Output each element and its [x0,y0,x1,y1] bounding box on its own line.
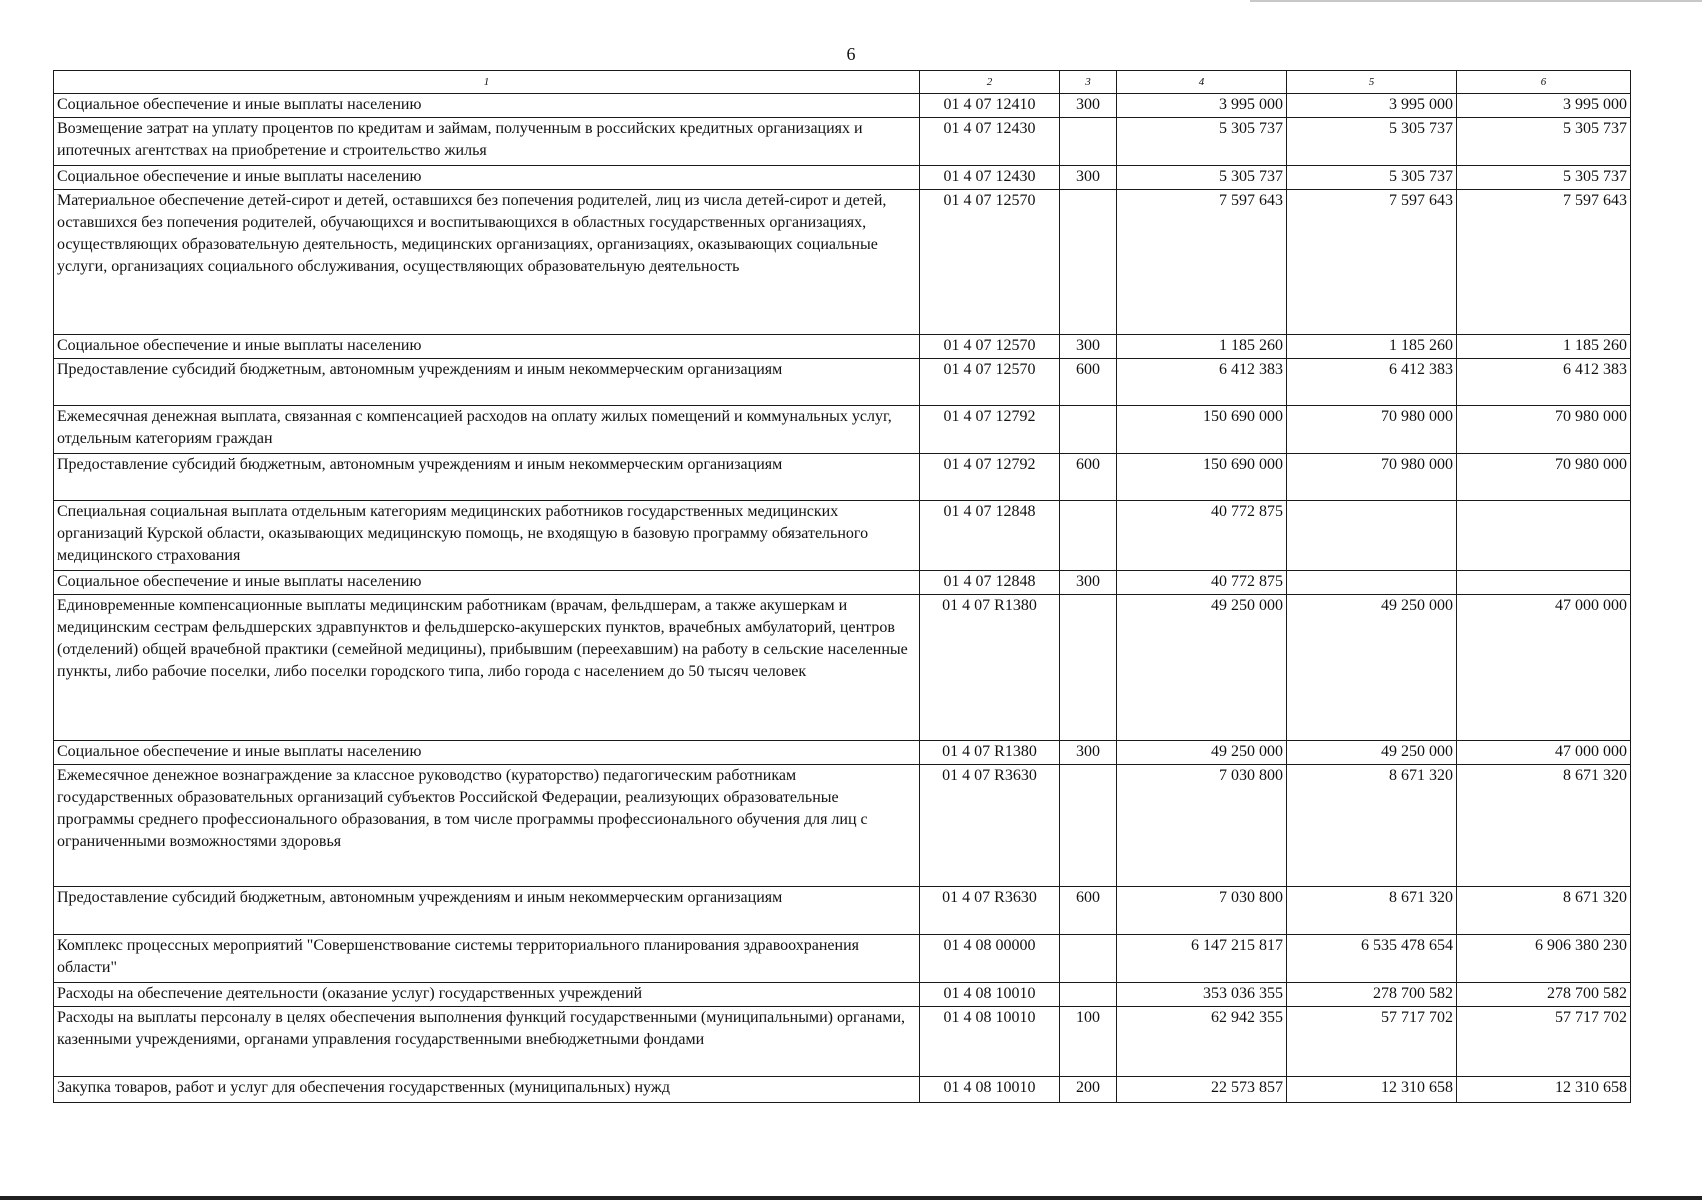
row-value-5: 6 535 478 654 [1287,935,1457,983]
row-value-6: 3 995 000 [1457,94,1631,118]
row-expense-type: 600 [1060,454,1117,501]
table-row [54,1007,1631,1077]
row-value-4: 22 573 857 [1117,1077,1287,1103]
table-row [54,935,1631,983]
row-value-6: 8 671 320 [1457,765,1631,887]
table-row [54,887,1631,935]
row-code: 01 4 07 R3630 [920,887,1060,935]
row-expense-type: 600 [1060,359,1117,406]
row-value-4: 62 942 355 [1117,1007,1287,1077]
row-name: Единовременные компенсационные выплаты медицинским работникам (врачам, фельдшерам, а также акушеркам и медицинским сестрам фельдшерских здравпунктов и фельдшерско-акушерских пунктов, врачебных амбулаторий, центров (отделений) общей врачебной практики (семейной медицины), прибывшим (переехавшим) на работу в сельские населенные пункты, либо рабочие поселки, либо поселки городского типа, либо города с населением до 50 тысяч человек [54,595,920,741]
table-row [54,166,1631,190]
row-value-6: 1 185 260 [1457,335,1631,359]
row-expense-type: 300 [1060,571,1117,595]
row-expense-type [1060,983,1117,1007]
scan-top-edge [1250,0,1702,2]
row-name: Закупка товаров, работ и услуг для обеспечения государственных (муниципальных) нужд [54,1077,920,1103]
row-value-5: 7 597 643 [1287,190,1457,335]
row-name: Предоставление субсидий бюджетным, автономным учреждениям и иным некоммерческим организациям [54,887,920,935]
row-code: 01 4 07 12848 [920,571,1060,595]
row-value-6 [1457,501,1631,571]
row-expense-type [1060,595,1117,741]
row-expense-type [1060,406,1117,454]
column-header: 1 [54,71,920,94]
row-value-5: 70 980 000 [1287,454,1457,501]
table-row [54,1077,1631,1103]
table-row [54,983,1631,1007]
row-value-5: 70 980 000 [1287,406,1457,454]
row-value-6: 47 000 000 [1457,595,1631,741]
row-code: 01 4 07 12430 [920,118,1060,166]
row-value-4: 6 412 383 [1117,359,1287,406]
row-name: Расходы на обеспечение деятельности (оказание услуг) государственных учреждений [54,983,920,1007]
row-name: Ежемесячная денежная выплата, связанная с компенсацией расходов на оплату жилых помещений и коммунальных услуг, отдельным категориям граждан [54,406,920,454]
row-expense-type [1060,118,1117,166]
row-value-5: 49 250 000 [1287,741,1457,765]
row-code: 01 4 08 10010 [920,983,1060,1007]
row-value-4: 7 030 800 [1117,887,1287,935]
row-expense-type: 600 [1060,887,1117,935]
column-header: 6 [1457,71,1631,94]
row-code: 01 4 07 12430 [920,166,1060,190]
row-code: 01 4 07 12848 [920,501,1060,571]
row-value-6: 6 906 380 230 [1457,935,1631,983]
row-value-4: 1 185 260 [1117,335,1287,359]
row-value-6 [1457,571,1631,595]
row-name: Социальное обеспечение и иные выплаты населению [54,166,920,190]
row-value-5: 5 305 737 [1287,118,1457,166]
row-expense-type [1060,501,1117,571]
row-value-4: 5 305 737 [1117,166,1287,190]
table-row [54,118,1631,166]
table-row [54,335,1631,359]
row-name: Социальное обеспечение и иные выплаты населению [54,741,920,765]
row-code: 01 4 07 R3630 [920,765,1060,887]
row-code: 01 4 07 12792 [920,454,1060,501]
row-expense-type: 300 [1060,94,1117,118]
row-name: Комплекс процессных мероприятий "Совершенствование системы территориального планирования здравоохранения области" [54,935,920,983]
row-expense-type [1060,935,1117,983]
row-name: Социальное обеспечение и иные выплаты населению [54,335,920,359]
row-value-5: 49 250 000 [1287,595,1457,741]
row-code: 01 4 07 12570 [920,335,1060,359]
row-value-4: 353 036 355 [1117,983,1287,1007]
row-value-5: 3 995 000 [1287,94,1457,118]
row-value-6: 7 597 643 [1457,190,1631,335]
row-code: 01 4 08 10010 [920,1007,1060,1077]
row-value-6: 57 717 702 [1457,1007,1631,1077]
row-value-5: 57 717 702 [1287,1007,1457,1077]
table-row [54,741,1631,765]
budget-table [53,70,1631,1103]
row-value-5: 12 310 658 [1287,1077,1457,1103]
row-value-5: 1 185 260 [1287,335,1457,359]
row-value-6: 47 000 000 [1457,741,1631,765]
row-value-6: 12 310 658 [1457,1077,1631,1103]
row-code: 01 4 07 12570 [920,359,1060,406]
row-value-6: 278 700 582 [1457,983,1631,1007]
row-code: 01 4 07 12792 [920,406,1060,454]
table-row [54,94,1631,118]
table-row [54,501,1631,571]
row-expense-type: 200 [1060,1077,1117,1103]
row-value-6: 8 671 320 [1457,887,1631,935]
row-value-6: 6 412 383 [1457,359,1631,406]
row-name: Социальное обеспечение и иные выплаты населению [54,571,920,595]
row-expense-type: 300 [1060,741,1117,765]
row-value-4: 40 772 875 [1117,571,1287,595]
row-value-6: 70 980 000 [1457,406,1631,454]
row-expense-type: 300 [1060,335,1117,359]
row-value-4: 150 690 000 [1117,406,1287,454]
table-row [54,359,1631,406]
row-value-5: 8 671 320 [1287,887,1457,935]
table-row [54,454,1631,501]
row-value-4: 5 305 737 [1117,118,1287,166]
row-expense-type [1060,190,1117,335]
row-value-6: 5 305 737 [1457,118,1631,166]
row-value-4: 49 250 000 [1117,595,1287,741]
row-value-5: 8 671 320 [1287,765,1457,887]
column-header: 2 [920,71,1060,94]
row-name: Предоставление субсидий бюджетным, автономным учреждениям и иным некоммерческим организациям [54,454,920,501]
row-code: 01 4 08 10010 [920,1077,1060,1103]
row-name: Специальная социальная выплата отдельным категориям медицинских работников государственных медицинских организаций Курской области, оказывающих медицинскую помощь, не входящую в базовую программу обязательного медицинского страхования [54,501,920,571]
table-row [54,765,1631,887]
row-value-4: 150 690 000 [1117,454,1287,501]
row-code: 01 4 07 12410 [920,94,1060,118]
row-name: Социальное обеспечение и иные выплаты населению [54,94,920,118]
row-code: 01 4 08 00000 [920,935,1060,983]
page-number: 6 [846,44,856,64]
row-value-6: 5 305 737 [1457,166,1631,190]
row-value-5 [1287,571,1457,595]
row-expense-type [1060,765,1117,887]
column-header: 3 [1060,71,1117,94]
row-expense-type: 300 [1060,166,1117,190]
row-name: Материальное обеспечение детей-сирот и детей, оставшихся без попечения родителей, лиц из числа детей-сирот и детей, оставшихся без попечения родителей, обучающихся и воспитывающихся в областных государственных организациях, осуществляющих образовательную деятельность, медицинских организациях, организациях, оказывающих социальные услуги, организациях социального обслуживания, осуществляющих образовательную деятельность [54,190,920,335]
row-value-5: 5 305 737 [1287,166,1457,190]
column-header: 4 [1117,71,1287,94]
row-name: Возмещение затрат на уплату процентов по кредитам и займам, полученным в российских кредитных организациях и ипотечных агентствах на приобретение и строительство жилья [54,118,920,166]
table-row [54,571,1631,595]
row-value-5 [1287,501,1457,571]
row-value-4: 40 772 875 [1117,501,1287,571]
row-name: Ежемесячное денежное вознаграждение за классное руководство (кураторство) педагогическим работникам государственных образовательных организаций субъектов Российской Федерации, реализующих образовательные программы среднего профессионального образования, в том числе программы профессионального обучения для лиц с ограниченными возможностями здоровья [54,765,920,887]
column-header: 5 [1287,71,1457,94]
row-value-5: 6 412 383 [1287,359,1457,406]
row-code: 01 4 07 R1380 [920,595,1060,741]
row-code: 01 4 07 12570 [920,190,1060,335]
row-name: Расходы на выплаты персоналу в целях обеспечения выполнения функций государственными (муниципальными) органами, казенными учреждениями, органами управления государственными внебюджетными фондами [54,1007,920,1077]
column-number-row [54,71,1631,94]
row-value-4: 7 030 800 [1117,765,1287,887]
row-value-4: 6 147 215 817 [1117,935,1287,983]
table-row [54,406,1631,454]
row-expense-type: 100 [1060,1007,1117,1077]
row-value-4: 49 250 000 [1117,741,1287,765]
row-value-4: 3 995 000 [1117,94,1287,118]
row-name: Предоставление субсидий бюджетным, автономным учреждениям и иным некоммерческим организациям [54,359,920,406]
table-row [54,595,1631,741]
table-row [54,190,1631,335]
row-value-6: 70 980 000 [1457,454,1631,501]
row-value-5: 278 700 582 [1287,983,1457,1007]
row-value-4: 7 597 643 [1117,190,1287,335]
scan-bottom-edge [0,1196,1702,1200]
row-code: 01 4 07 R1380 [920,741,1060,765]
